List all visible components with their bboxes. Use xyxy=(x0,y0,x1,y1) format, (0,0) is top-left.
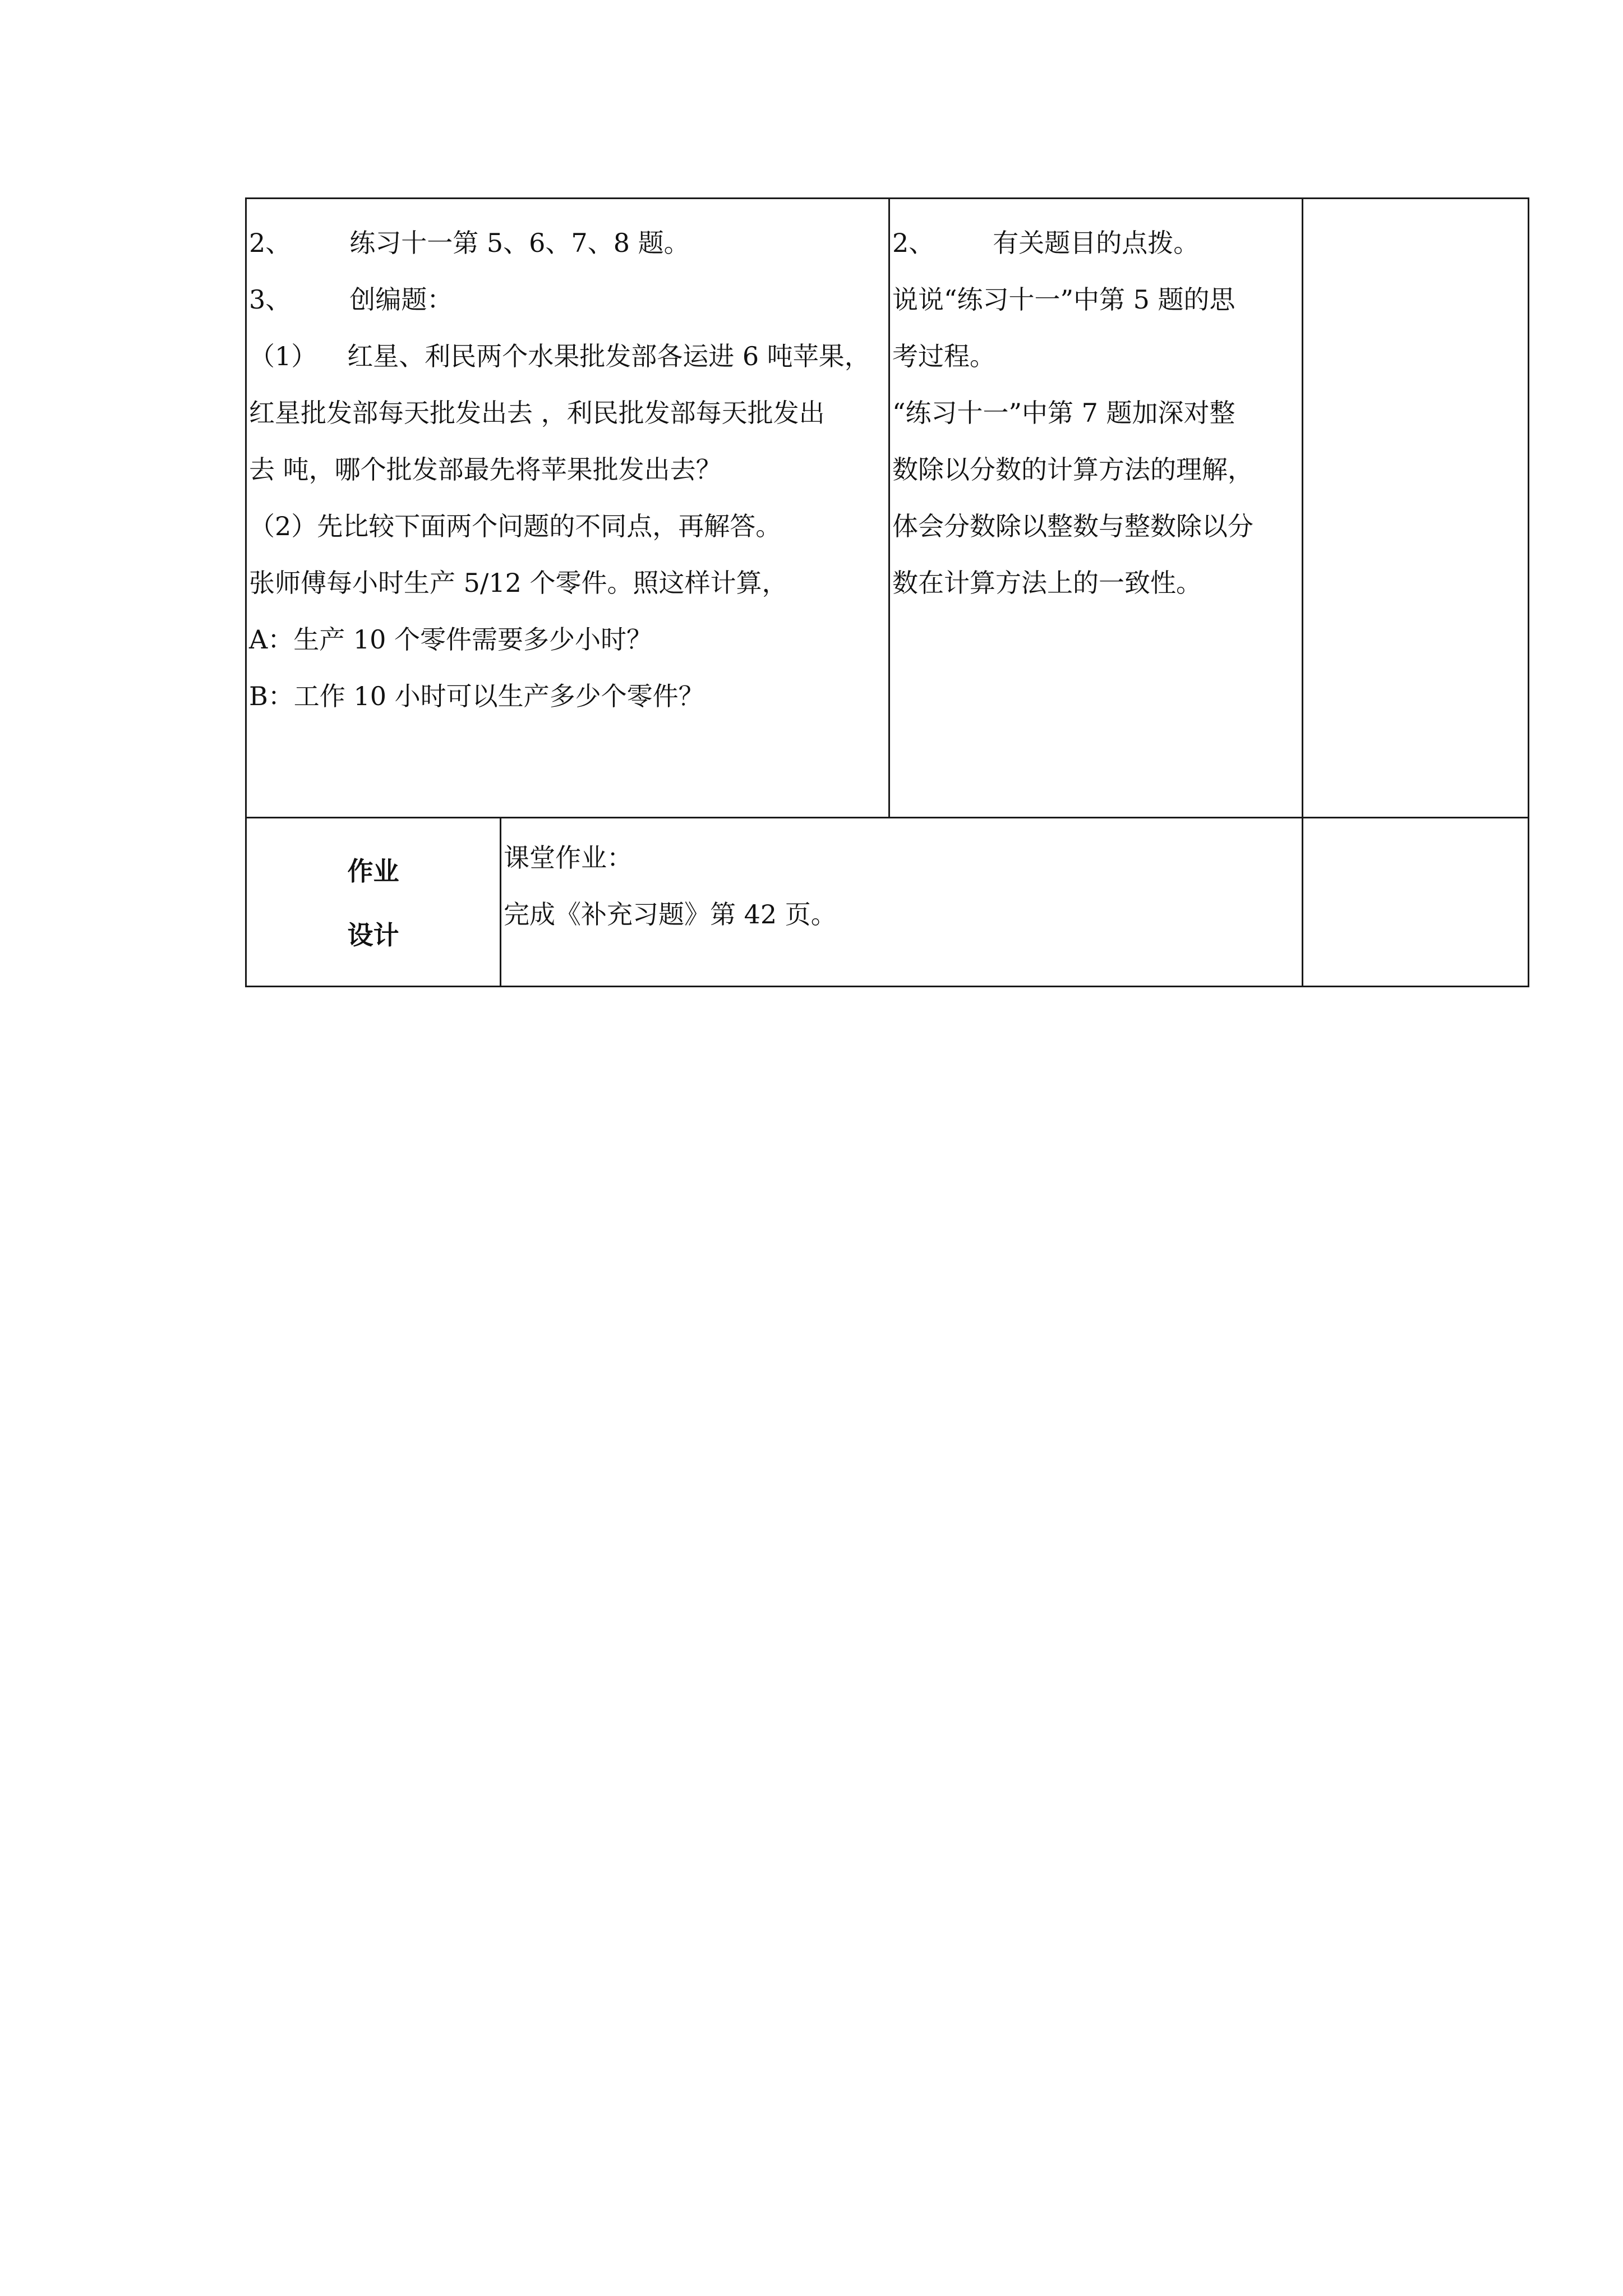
exercise-line xyxy=(249,328,888,385)
guide-line xyxy=(892,498,1302,555)
homework-notes-cell xyxy=(1303,818,1529,987)
homework-caption-line2: 设计 xyxy=(347,920,399,950)
guide-item-text: “练习十一”中第 7 题加深对整 xyxy=(892,398,1235,428)
exercise-content-cell xyxy=(246,199,889,818)
guide-item-text: 说说“练习十一”中第 5 题的思 xyxy=(892,284,1235,315)
exercise-line xyxy=(249,555,888,611)
exercise-content xyxy=(247,199,888,725)
exercise-item-number: （1） xyxy=(249,341,317,371)
exercise-line xyxy=(249,272,888,328)
exercise-line xyxy=(249,668,888,725)
exercise-item-text: B：工作 10 小时可以生产多少个零件？ xyxy=(249,681,704,711)
exercise-line xyxy=(249,441,888,498)
guide-line xyxy=(892,385,1302,441)
exercise-line xyxy=(249,385,888,441)
exercise-item-text: A：生产 10 个零件需要多少小时？ xyxy=(249,624,652,655)
guide-item-text: 考过程。 xyxy=(892,341,996,371)
homework-content-cell xyxy=(501,818,1303,987)
guide-item-number: 2、 xyxy=(892,228,935,258)
homework-caption-line1: 作业 xyxy=(347,856,399,886)
exercise-item-text: 练习十一第 5、6、7、8 题。 xyxy=(349,228,690,258)
exercise-item-text: 去 吨，哪个批发部最先将苹果批发出去？ xyxy=(249,454,722,485)
exercise-line xyxy=(249,215,888,272)
teaching-guide xyxy=(890,199,1302,611)
exercise-item-text: 创编题： xyxy=(349,284,453,315)
guide-item-text: 数在计算方法上的一致性。 xyxy=(892,568,1202,598)
exercise-item-text: 红星、利民两个水果批发部各运进 6 吨苹果， xyxy=(347,341,870,371)
notes-cell xyxy=(1303,199,1529,818)
guide-item-text: 有关题目的点拨。 xyxy=(993,228,1200,258)
lesson-plan-table xyxy=(245,197,1529,987)
homework-line-2: 完成《补充习题》第 42 页。 xyxy=(504,899,837,930)
exercise-item-text: 红星批发部每天批发出去 ，利民批发部每天批发出 xyxy=(249,398,825,428)
exercise-item-text: （2）先比较下面两个问题的不同点，再解答。 xyxy=(249,511,782,541)
homework-caption-cell xyxy=(246,818,501,987)
exercise-item-number: 2、 xyxy=(249,228,292,258)
homework-line-1: 课堂作业： xyxy=(504,843,633,873)
guide-line xyxy=(892,272,1302,328)
homework-row xyxy=(246,818,1529,987)
guide-line xyxy=(892,215,1302,272)
teaching-guide-cell xyxy=(889,199,1303,818)
guide-line xyxy=(892,555,1302,611)
guide-item-text: 体会分数除以整数与整数除以分 xyxy=(892,511,1254,541)
guide-line xyxy=(892,328,1302,385)
homework-notes-text xyxy=(1303,818,1528,834)
exercise-line xyxy=(249,611,888,668)
exercise-item-text: 张师傅每小时生产 5/12 个零件。照这样计算， xyxy=(249,568,788,598)
guide-item-text: 数除以分数的计算方法的理解， xyxy=(892,454,1254,485)
notes-text xyxy=(1303,199,1528,215)
exercise-row xyxy=(246,199,1529,818)
exercise-line xyxy=(249,498,888,555)
guide-line xyxy=(892,441,1302,498)
exercise-item-number: 3、 xyxy=(249,284,292,315)
